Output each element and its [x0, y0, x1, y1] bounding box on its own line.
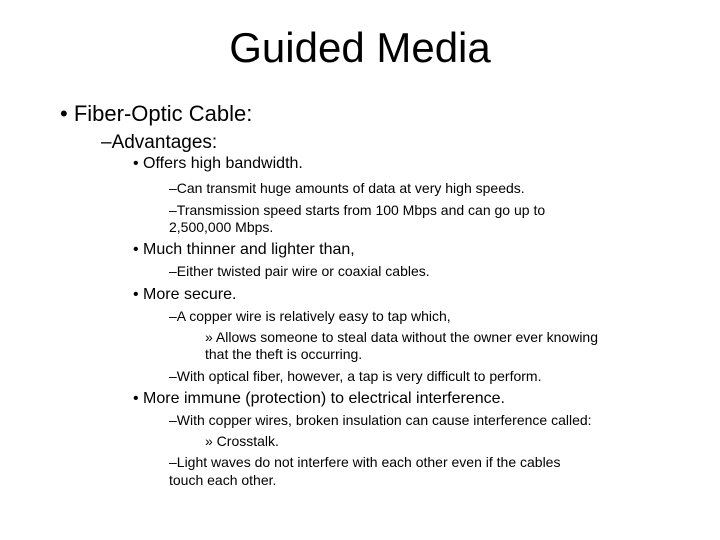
bullet-level4: –With optical fiber, however, a tap is very difficult to perform. — [169, 368, 542, 384]
bullet-level4-cont: 2,500,000 Mbps. — [169, 219, 274, 235]
bullet-level5-cont: that the theft is occurring. — [205, 346, 363, 362]
slide-title: Guided Media — [229, 24, 491, 71]
bullet-level5: » Crosstalk. — [205, 433, 279, 449]
bullet-level5: » Allows someone to steal data without the owner ever knowing — [205, 329, 599, 345]
bullet-level3: • More secure. — [133, 286, 237, 303]
bullet-level4: –With copper wires, broken insulation can cause interference called: — [169, 412, 592, 428]
bullet-level4: –Can transmit huge amounts of data at very high speeds. — [169, 180, 525, 196]
bullet-level3: • Much thinner and lighter than, — [133, 241, 355, 258]
bullet-level3: • More immune (protection) to electrical interference. — [133, 390, 505, 407]
bullet-level1: • Fiber-Optic Cable: — [60, 101, 253, 126]
bullet-level3: • Offers high bandwidth. — [133, 155, 303, 172]
bullet-level4: –A copper wire is relatively easy to tap which, — [169, 308, 451, 324]
bullet-level4: –Either twisted pair wire or coaxial cables. — [169, 263, 430, 279]
bullet-level4-cont: touch each other. — [169, 472, 277, 488]
bullet-level4: –Transmission speed starts from 100 Mbps and can go up to — [169, 202, 546, 218]
bullet-level2: –Advantages: — [101, 132, 218, 153]
bullet-level4: –Light waves do not interfere with each other even if the cables — [169, 454, 561, 470]
